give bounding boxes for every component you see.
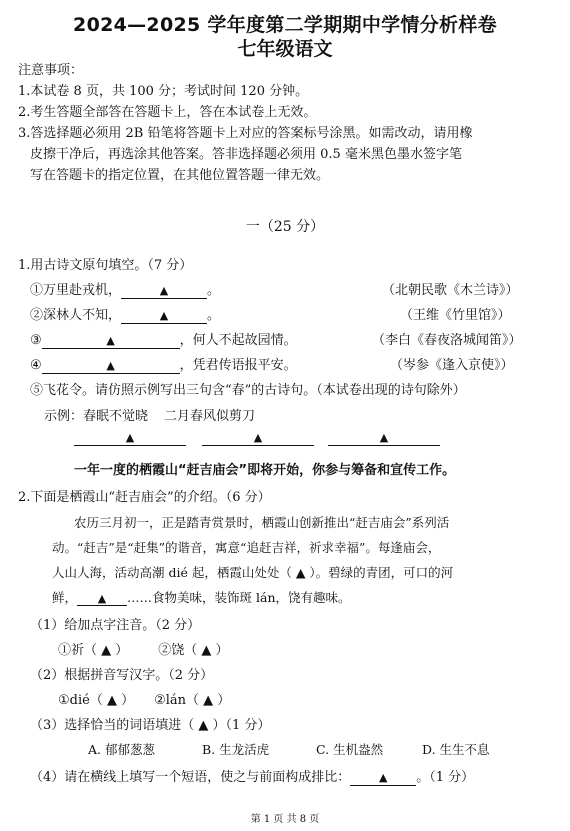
passage-text: ……食物美味，装饰斑 lán，饶有趣味。 — [127, 590, 351, 605]
note-item: 皮擦干净后，再选涂其他答案。答非选择题必须用 0.5 毫米黑色墨水签字笔 — [30, 147, 462, 162]
passage-line: 动。“赶吉”是“赶集”的谐音，寓意“追赶吉祥，祈求幸福”。每逢庙会， — [52, 540, 441, 555]
answer-blank[interactable] — [328, 430, 440, 446]
passage-line — [52, 588, 351, 606]
q1-line-2 — [30, 304, 220, 324]
note-item: 2.考生答题全部答在答题卡上，答在本试卷上无效。 — [18, 105, 317, 120]
page-footer: 第 1 页 共 8 页 — [250, 814, 320, 825]
answer-blank[interactable] — [42, 333, 180, 349]
sub-item[interactable]: ②饶（ ▲ ） — [158, 643, 229, 658]
option-d[interactable]: D. 生生不息 — [422, 742, 490, 757]
answer-blank[interactable] — [77, 590, 127, 606]
passage-line — [74, 513, 449, 531]
sub-item[interactable]: ①祈（ ▲ ） — [58, 643, 129, 658]
sub4-text: 。（1 分） — [416, 770, 475, 785]
sub4-text: （4）请在横线上填写一个短语，使之与前面构成排比： — [30, 770, 351, 785]
poem-source: （李白《春夜洛城闻笛》） — [372, 333, 522, 348]
blank-marker-icon: ▲ — [125, 431, 135, 444]
poem-source: （北朝民歌《木兰诗》） — [382, 283, 519, 298]
sub-item[interactable]: ②lán（ ▲ ） — [154, 693, 231, 708]
note-item: 写在答题卡的指定位置，在其他位置答题一律无效。 — [30, 168, 330, 183]
line-text: ③ — [30, 333, 42, 348]
blank-marker-icon: ▲ — [253, 431, 263, 444]
blank-marker-icon: ▲ — [106, 334, 115, 347]
answer-blank[interactable] — [350, 770, 416, 786]
q1-example — [44, 405, 255, 424]
note-item: 1.本试卷 8 页，共 100 分；考试时间 120 分钟。 — [18, 84, 309, 99]
line-text: 。 — [207, 283, 221, 298]
exam-title: 2024—2025 学年度第二学期期中学情分析样卷 — [73, 14, 497, 36]
blank-marker-icon: ▲ — [379, 431, 389, 444]
q1-line-4 — [30, 354, 297, 374]
q2-sub2: （2）根据拼音写汉字。（2 分） — [30, 668, 214, 683]
q1-line-1 — [30, 279, 220, 299]
answer-blank[interactable] — [121, 283, 207, 299]
q2-sub3: （3）选择恰当的词语填进（ ▲ ）（1 分） — [30, 718, 271, 733]
q2-sub4 — [30, 766, 474, 786]
q2-stem: 2.下面是栖霞山“赶吉庙会”的介绍。（6 分） — [18, 490, 271, 505]
answer-blank[interactable] — [202, 430, 314, 446]
blank-marker-icon: ▲ — [106, 359, 115, 372]
line-text: ④ — [30, 358, 42, 373]
passage-text: 农历三月初一，正是踏青赏景时，栖霞山创新推出“赶吉庙会”系列活 — [74, 515, 450, 530]
line-text: ①万里赴戎机， — [30, 283, 122, 298]
answer-blank[interactable] — [121, 308, 207, 324]
q1-line-3 — [30, 329, 297, 349]
poem-source: （王维《竹里馆》） — [400, 308, 511, 323]
q2-sub2-items — [58, 689, 230, 708]
sub-item[interactable]: ①dié（ ▲ ） — [58, 693, 135, 708]
q1-answer-blank-row — [74, 430, 440, 446]
example-poem-1: 春眠不觉晓 — [83, 409, 149, 424]
q1-line-5: ⑤飞花令。请仿照示例写出三句含“春”的古诗句。（本试卷出现的诗句除外） — [30, 383, 466, 398]
q2-sub1-items — [58, 639, 229, 658]
notes-heading: 注意事项： — [18, 63, 84, 78]
option-a[interactable]: A. 郁郁葱葱 — [88, 742, 155, 757]
passage-line: 人山人海，活动高潮 dié 起，栖霞山处处（ ▲ ）。碧绿的青团，可口的河 — [52, 565, 454, 580]
passage-text: 鲜， — [52, 590, 78, 605]
note-item: 3.答选择题必须用 2B 铅笔将答题卡上对应的答案标号涂黑。如需改动，请用橡 — [18, 126, 473, 141]
line-text: 。 — [207, 308, 221, 323]
exam-subtitle: 七年级语文 — [237, 38, 333, 60]
answer-blank[interactable] — [74, 430, 186, 446]
answer-blank[interactable] — [42, 358, 180, 374]
option-c[interactable]: C. 生机盎然 — [316, 742, 384, 757]
line-text: ②深林人不知， — [30, 308, 122, 323]
context-intro: 一年一度的栖霞山“赶吉庙会”即将开始，你参与筹备和宣传工作。 — [74, 463, 456, 478]
blank-marker-icon: ▲ — [97, 592, 107, 605]
poem-source: （岑参《逢入京使》） — [390, 358, 514, 373]
section-heading: 一（25 分） — [245, 219, 325, 235]
blank-marker-icon: ▲ — [379, 771, 388, 784]
example-poem-2: 二月春风似剪刀 — [164, 409, 256, 424]
q2-sub1: （1）给加点字注音。（2 分） — [30, 618, 201, 633]
line-text: ，何人不起故园情。 — [179, 333, 297, 348]
option-b[interactable]: B. 生龙活虎 — [202, 742, 270, 757]
q1-stem: 1.用古诗文原句填空。（7 分） — [18, 258, 193, 273]
line-text: ，凭君传语报平安。 — [179, 358, 297, 373]
example-label: 示例： — [44, 409, 84, 424]
blank-marker-icon: ▲ — [159, 309, 169, 322]
blank-marker-icon: ▲ — [159, 284, 169, 297]
